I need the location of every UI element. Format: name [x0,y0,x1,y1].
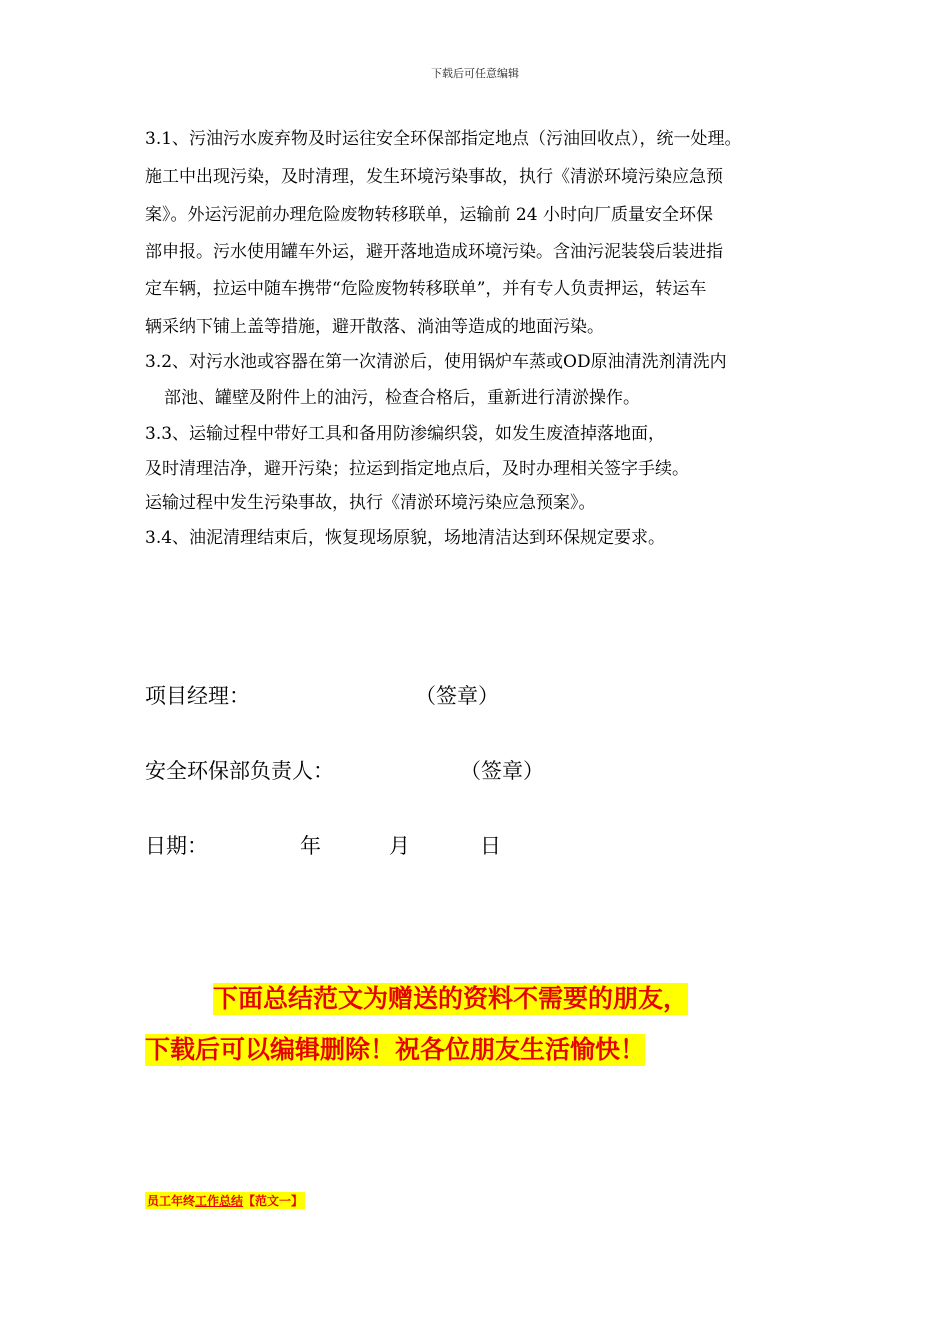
paragraph-line: 3.2、对污水池或容器在第一次清淤后，使用锅炉车蒸或OD原油清洗剂清洗内 [145,352,727,372]
promo-line-2: 下载后可以编辑删除！祝各位朋友生活愉快！ [145,1035,646,1064]
paragraph-line: 定车辆，拉运中随车携带“危险废物转移联单”，并有专人负责押运，转运车 [145,279,707,299]
sample-title-part: 【范文一】 [243,1194,304,1208]
paragraph-line: 施工中出现污染，及时清理，发生环境污染事故，执行《清淤环境污染应急预 [145,167,723,187]
paragraph-line: 3.4、油泥清理结束后，恢复现场原貌，场地清洁达到环保规定要求。 [145,528,666,548]
paragraph-line: 部池、罐壁及附件上的油污，检查合格后，重新进行清淤操作。 [164,388,640,408]
sample-title [145,1192,305,1209]
paragraph-line: 运输过程中发生污染事故，执行《清淤环境污染应急预案》。 [145,493,596,513]
paragraph-line: 及时清理洁净，避开污染；拉运到指定地点后，及时办理相关签字手续。 [145,459,689,479]
paragraph-line: 辆采纳下铺上盖等措施，避开散落、淌油等造成的地面污染。 [145,317,604,337]
date-year: 年 [300,834,321,858]
manager-stamp: （签章） [415,684,499,708]
paragraph-line: 部申报。污水使用罐车外运，避开落地造成环境污染。含油污泥装袋后装进指 [145,242,723,262]
paragraph-line: 3.1、污油污水废弃物及时运往安全环保部指定地点（污油回收点），统一处理。 [145,129,742,149]
date-label: 日期： [145,834,208,858]
sample-title-part: 员工年终 [147,1194,196,1208]
manager-label: 项目经理： [145,684,250,708]
date-month: 月 [389,834,410,858]
promo-line-1: 下面总结范文为赠送的资料不需要的朋友， [213,984,689,1013]
paragraph-line: 3.3、运输过程中带好工具和备用防渗编织袋，如发生废渣掉落地面， [145,424,666,444]
date-day: 日 [480,834,501,858]
safety-head-label: 安全环保部负责人： [145,759,334,783]
safety-head-stamp: （签章） [460,759,544,783]
sample-title-link[interactable]: 工作总结 [195,1194,244,1208]
page-header: 下载后可任意编辑 [431,67,519,80]
paragraph-line: 案》。外运污泥前办理危险废物转移联单，运输前 24 小时向厂质量安全环保 [145,205,713,225]
